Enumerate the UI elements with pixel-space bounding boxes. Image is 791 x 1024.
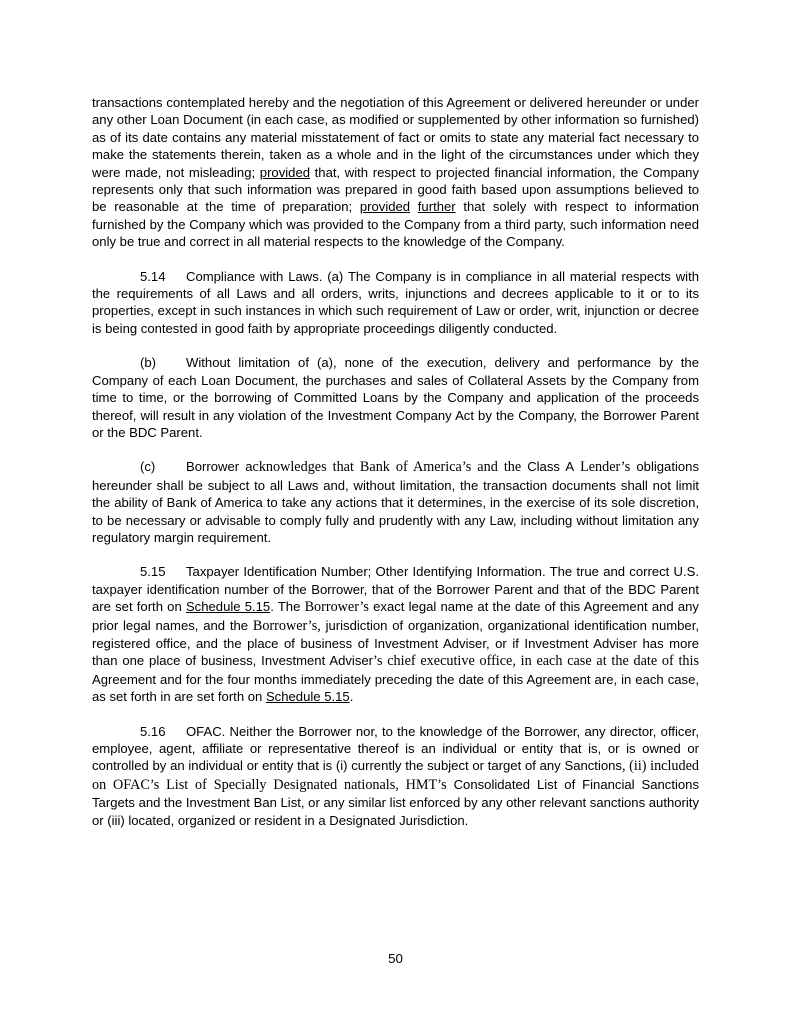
section-text-serif: Borrower’s (304, 599, 369, 616)
section-heading: Compliance with Laws. (186, 268, 323, 284)
space (410, 199, 418, 214)
page-number: 50 (388, 951, 403, 966)
section-text: . (349, 689, 354, 705)
section-5-14-b (92, 354, 699, 441)
section-number: 5.16 (140, 723, 166, 739)
section-text: Consolidated List of Financial Sanctions Targets and the Investment Ban List, or any similar list enforced by any other relevant sanctions authority or (iii) located, organized or resident in a Designated Jurisdiction. (92, 776, 699, 828)
further-term: further (417, 199, 456, 215)
provided-term: provided (359, 199, 411, 215)
clause-text: Borrower a (186, 459, 253, 475)
clause-text-serif: Lender’s (574, 459, 631, 476)
section-number: 5.14 (140, 268, 166, 284)
section-heading: OFAC. (186, 723, 226, 739)
section-5-14 (92, 268, 699, 338)
clause-text: Class A (527, 459, 575, 475)
clause-text: Without limitation of (a), none of the execution, delivery and performance by the Company of each Loan Document, the purchases and sales of Collateral Assets by the Company from time to time, or the borrowing of Committed Loans by the Company and application of the proceeds thereof, will result in any violation of the Investment Company Act by the Company, the Borrower Parent or the BDC Parent. (92, 355, 699, 440)
section-5-16 (92, 723, 699, 829)
schedule-reference: Schedule 5.15 (185, 599, 271, 615)
provided-term: provided (259, 164, 311, 180)
section-text-serif: ’s chief executive office, in each case at the date of this (373, 653, 699, 670)
clause-label: (c) (140, 459, 156, 475)
section-text: The true and correct U.S. taxpayer identification number of the Borrower, that of the Borrower Parent and that of the BDC Parent are set forth on (92, 564, 699, 615)
text: that, with respect to projected financial information, the Company represents only that such information was prepared in good faith based upon assumptions believed to be reasonable at the time of preparation; (92, 164, 699, 215)
text: transactions contemplated hereby and the negotiation of this Agreement or delivered hereunder or under any other Loan Document (in each case, as modified or supplemented by other information so furnished) as of its date contains any material misstatement of fact or omits to state any material fact necessary to make the statements therein, taken as a whole and in the light of the circumstances under which they were made, not misleading; (92, 95, 699, 180)
section-text: exact legal name at the date of this Agreement and any prior legal names, and the (92, 599, 699, 633)
section-heading: Taxpayer Identification Number; Other Identifying Information. (186, 564, 546, 580)
clause-text-serif: cknowledges that Bank of America’s and the (252, 459, 528, 476)
section-text: Agreement and for the four months immediately preceding the date of this Agreement are, in each case, as set forth in are set forth on (92, 671, 699, 705)
document-page (92, 94, 699, 846)
section-5-15 (92, 563, 699, 705)
section-text: . The (270, 599, 305, 615)
section-text: jurisdiction of organization, organizational identification number, registered office, and the place of business of Investment Adviser, or if Investment Adviser has more than one place of business, Investment Adviser (92, 617, 699, 669)
text: that solely with respect to information furnished by the Company which was provided to the Company from a third party, such information need only be true and correct in all material respects to the knowledge of the Company. (92, 199, 700, 250)
section-text: (a) The Company is in compliance in all material respects with the requirements of all Laws and all orders, writs, injunctions and decrees applicable to it or to its properties, except in such instances in which such requirement of Law or order, writ, injunction or decree is being contested in good faith by appropriate proceedings diligently conducted. (92, 268, 699, 336)
clause-text: obligations hereunder shall be subject to all Laws and, without limitation, the transaction documents shall not limit the ability of Bank of America to take any actions that it determines, in the exercise of its sole discretion, to be necessary or advisable to comply fully and prudently with any Law, including without limitation any regulatory margin requirement. (92, 459, 699, 545)
section-number: 5.15 (140, 564, 166, 580)
section-text: Neither the Borrower nor, to the knowledge of the Borrower, any director, officer, employee, agent, affiliate or representative thereof is an individual or entity that is, or is owned or controlled by an individual or entity that is (i) currently the subject or target of any Sanctions (92, 723, 699, 774)
section-5-14-c (92, 458, 699, 546)
section-text-serif: , (ii) included on OFAC’s List of Specially Designated nationals, HMT’s (92, 758, 699, 793)
schedule-reference: Schedule 5.15 (265, 689, 350, 705)
paragraph-continuation (92, 94, 699, 251)
section-text-serif: Borrower’s, (252, 617, 321, 634)
clause-label: (b) (140, 355, 157, 371)
